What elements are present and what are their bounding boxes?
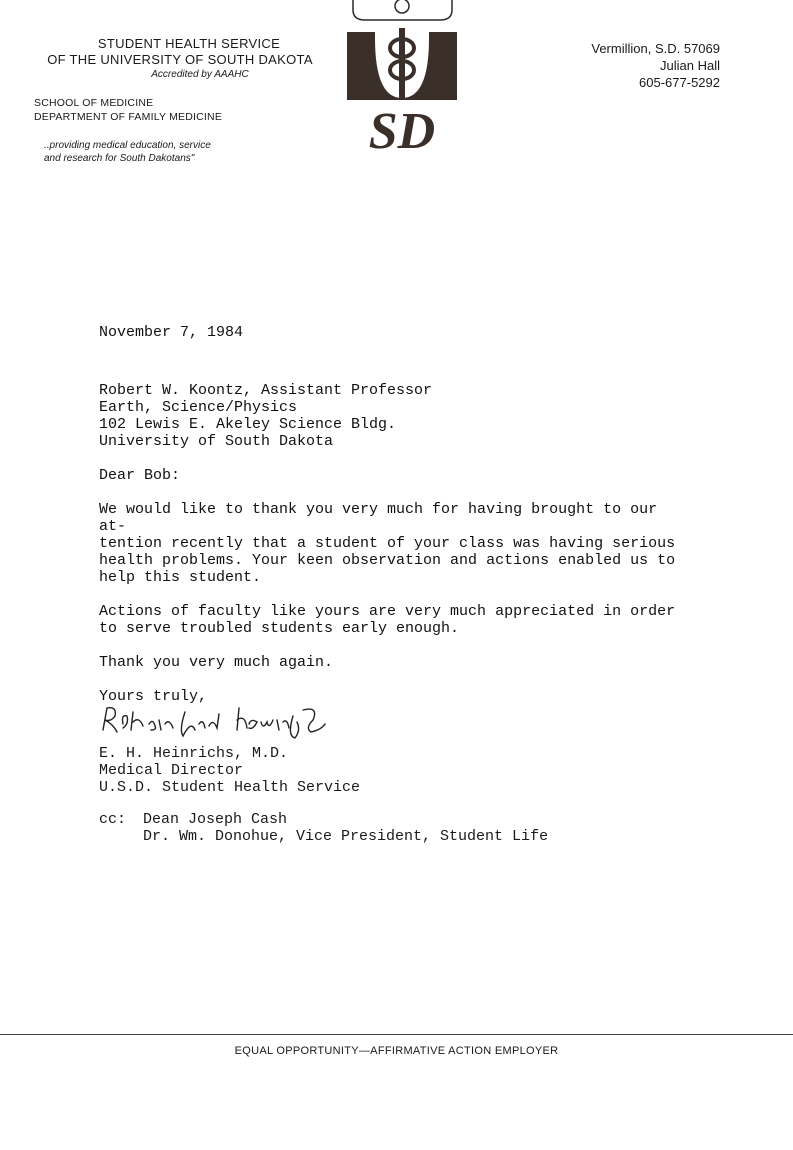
letter-body xyxy=(99,324,679,705)
signer-block xyxy=(99,745,360,796)
footer-divider xyxy=(0,1034,793,1035)
phone-number: 605-677-5292 xyxy=(639,75,720,90)
city-zip: Vermillion, S.D. 57069 xyxy=(591,41,720,56)
recipient-address xyxy=(99,382,679,450)
cc-recipient-2: Dr. Wm. Donohue, Vice President, Student Life xyxy=(143,828,549,845)
footer-text: EQUAL OPPORTUNITY—AFFIRMATIVE ACTION EMPLOYER xyxy=(234,1045,559,1057)
cc-label: cc: xyxy=(99,811,127,828)
department-name: DEPARTMENT OF FAMILY MEDICINE xyxy=(34,111,223,123)
accreditation-text: Accredited by AAAHC xyxy=(151,69,249,80)
school-name: SCHOOL OF MEDICINE xyxy=(34,97,154,109)
mission-line1: ..providing medical education, service xyxy=(44,140,211,151)
recipient-line4: University of South Dakota xyxy=(99,433,334,450)
recipient-line2: Earth, Science/Physics xyxy=(99,399,298,416)
letterhead-mission xyxy=(44,139,211,165)
usd-logo xyxy=(345,0,460,152)
letterhead-address xyxy=(540,40,720,91)
building-name: Julian Hall xyxy=(660,58,720,73)
cc-recipient-1: Dean Joseph Cash xyxy=(143,811,288,828)
letterhead-school xyxy=(34,96,222,124)
paragraph-2: Actions of faculty like yours are very much appreciated in order to serve troubled students early enough. xyxy=(99,603,676,637)
paragraph-3: Thank you very much again. xyxy=(99,654,334,671)
org-name-line2: OF THE UNIVERSITY OF SOUTH DAKOTA xyxy=(47,52,313,67)
letter-date: November 7, 1984 xyxy=(99,324,244,341)
logo-letters: SD xyxy=(368,103,436,152)
org-name-line1: STUDENT HEALTH SERVICE xyxy=(97,36,281,51)
signer-organization: U.S.D. Student Health Service xyxy=(99,779,361,796)
paragraph-1: We would like to thank you very much for having brought to our at- tention recently that a student of your class was having serious health problems. Your keen observation and actions enabled us to help this student. xyxy=(99,501,676,586)
recipient-line1: Robert W. Koontz, Assistant Professor xyxy=(99,382,433,399)
signer-title: Medical Director xyxy=(99,762,244,779)
letterhead-org xyxy=(30,36,330,80)
recipient-line3: 102 Lewis E. Akeley Science Bldg. xyxy=(99,416,397,433)
mission-line2: and research for South Dakotans" xyxy=(44,153,195,164)
closing: Yours truly, xyxy=(99,688,208,705)
signer-name: E. H. Heinrichs, M.D. xyxy=(99,745,289,762)
salutation: Dear Bob: xyxy=(99,467,181,484)
cc-block xyxy=(99,811,548,845)
handwritten-signature xyxy=(99,700,359,742)
